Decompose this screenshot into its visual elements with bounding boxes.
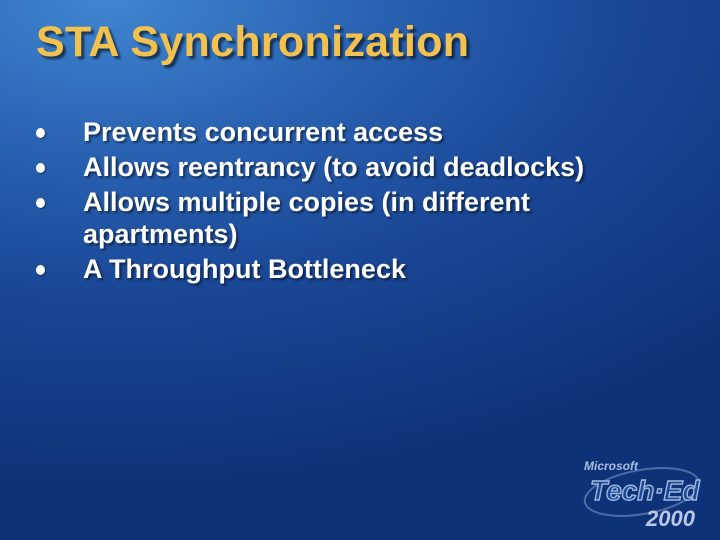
logo-year: 2000 bbox=[646, 506, 695, 531]
logo-product: Tech·Ed bbox=[590, 475, 700, 506]
bullet-list bbox=[36, 116, 656, 288]
bullet-dot-icon bbox=[36, 265, 45, 275]
bullet-dot-icon bbox=[36, 128, 45, 138]
bullet-item bbox=[36, 116, 656, 148]
bullet-dot-icon bbox=[36, 163, 45, 173]
bullet-dot-icon bbox=[36, 198, 45, 208]
bullet-item bbox=[36, 253, 656, 285]
bullet-text: Allows multiple copies (in different apartments) bbox=[83, 187, 531, 249]
bullet-text: Allows reentrancy (to avoid deadlocks) bbox=[83, 152, 585, 182]
microsoft-teched-2000-logo bbox=[578, 456, 710, 532]
bullet-text: Prevents concurrent access bbox=[83, 117, 444, 147]
logo-company: Microsoft bbox=[584, 459, 638, 473]
bullet-item bbox=[36, 186, 656, 250]
slide-title: STA Synchronization bbox=[36, 18, 470, 66]
bullet-text: A Throughput Bottleneck bbox=[83, 254, 406, 284]
bullet-item bbox=[36, 151, 656, 183]
